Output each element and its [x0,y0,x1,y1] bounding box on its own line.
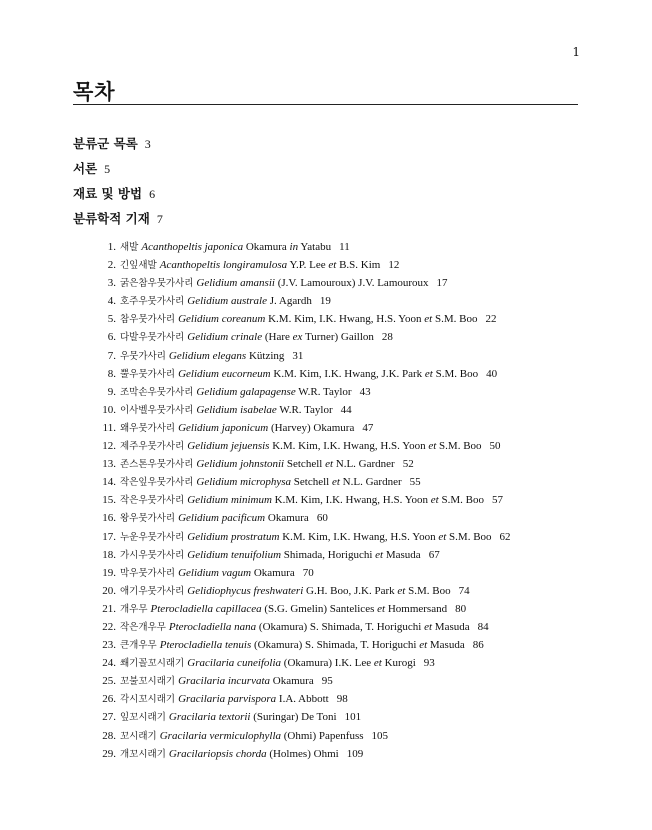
author-text-end: Yatabu [298,241,332,253]
entry-number: 23. [102,639,116,652]
author-text: Y.P. Lee [287,259,329,272]
entry-page: 50 [489,440,501,453]
korean-name: 조막손우뭇가사리 [120,386,194,398]
toc-entry[interactable] [92,421,511,439]
section-list [73,134,163,234]
korean-name: 뿔우뭇가사리 [120,368,176,380]
entry-page: 31 [292,349,304,362]
entry-number: 29. [102,747,116,760]
author-connector: et [419,639,428,652]
scientific-name: Gelidium japonicum [178,421,269,434]
entry-number: 16. [102,512,116,525]
toc-entry[interactable] [92,439,511,457]
author-text: Shimada, Horiguchi [281,548,376,561]
author-text-end: N.L. Gardner [333,458,395,471]
author-text: (Holmes) Ohmi [266,747,339,760]
section-page: 5 [104,162,111,176]
entry-page: 11 [339,241,350,253]
entry-number: 5. [107,313,116,326]
entry-number: 25. [102,675,116,688]
entry-number: 6. [107,331,116,344]
entry-page: 40 [486,367,498,380]
toc-entry[interactable] [92,349,511,367]
section-title: 분류학적 기재 [73,211,150,226]
section-page: 3 [144,137,151,151]
toc-entry[interactable] [92,258,511,276]
entry-number: 17. [102,530,116,543]
page-number: 1 [572,45,580,59]
korean-name: 작은개우무 [120,621,166,633]
entry-page: 52 [402,458,414,471]
entry-page: 28 [381,331,393,344]
scientific-name: Gelidium crinale [187,331,263,344]
korean-name: 가시우뭇가사리 [120,549,185,561]
toc-entry[interactable] [92,276,511,294]
korean-name: 참우뭇가사리 [120,314,176,326]
scientific-name: Gelidium minimum [187,494,272,507]
entry-number: 22. [102,620,116,633]
author-text: Kützing [246,349,285,362]
entry-page: 105 [371,729,389,742]
author-text: (S.G. Gmelin) Santelices [261,602,378,615]
entry-number: 21. [102,602,116,615]
scientific-name: Gracilaria incurvata [178,675,271,688]
author-connector: et [424,313,433,326]
scientific-name: Acanthopeltis japonica [141,241,244,253]
scientific-name: Gelidium isabelae [196,403,277,416]
author-text-end: Masuda [383,548,421,561]
entry-number: 27. [102,711,116,724]
section-page: 6 [149,187,156,201]
korean-name: 왕우뭇가사리 [120,513,176,525]
korean-name: 새발 [120,242,139,253]
author-text-end: Masuda [427,639,465,652]
entry-number: 4. [107,295,116,308]
scientific-name: Gelidium tenuifolium [187,548,282,561]
entry-page: 55 [409,476,421,489]
entry-page: 43 [359,385,371,398]
korean-name: 큰개우무 [120,640,157,652]
species-list [92,240,511,765]
author-text-end: N.L. Gardner [339,476,402,489]
author-text-end: S.M. Boo [438,494,484,507]
korean-name: 누운우뭇가사리 [120,531,185,543]
author-text: (Harvey) Okamura [268,421,355,434]
author-text: Okamura [243,241,290,253]
scientific-name: Gelidiophycus freshwateri [187,584,304,597]
author-text-end: Turner) Gaillon [302,331,374,344]
korean-name: 존스톤우뭇가사리 [120,459,194,471]
author-text: K.M. Kim, I.K. Hwang, H.S. Yoon [271,494,431,507]
author-text: Okamura [265,512,309,525]
author-text: (Suringar) De Toni [250,711,337,724]
author-text-end: Hommersand [385,602,448,615]
toc-section[interactable] [73,159,163,184]
author-text: K.M. Kim, I.K. Hwang, H.S. Yoon [279,530,439,543]
toc-section[interactable] [73,184,163,209]
author-connector: et [424,367,433,380]
toc-entry[interactable] [92,620,511,638]
entry-number: 7. [107,349,116,362]
korean-name: 애기우뭇가사리 [120,585,185,597]
toc-entry[interactable] [92,385,511,403]
entry-page: 57 [492,494,503,507]
toc-entry[interactable] [92,475,511,493]
author-text: G.H. Boo, J.K. Park [303,584,398,597]
scientific-name: Gracilaria cuneifolia [187,657,282,670]
toc-entry[interactable] [92,747,511,765]
entry-number: 10. [102,403,116,416]
entry-page: 19 [319,295,331,308]
entry-number: 12. [102,440,116,453]
section-title: 서론 [73,161,98,176]
entry-number: 8. [107,367,116,380]
entry-number: 11. [102,421,116,434]
entry-number: 24. [102,657,116,670]
author-text: (J.V. Lamouroux) J.V. Lamouroux [274,277,429,290]
entry-page: 67 [428,548,440,561]
korean-name: 긴잎새발 [120,260,157,272]
author-text: J. Agardh [267,295,312,308]
toc-entry[interactable] [92,240,511,258]
toc-entry[interactable] [92,403,511,421]
section-title: 재료 및 방법 [73,186,143,201]
korean-name: 각시꼬시래기 [120,694,176,706]
toc-entry[interactable] [92,530,511,548]
author-text: K.M. Kim, I.K. Hwang, J.K. Park [270,367,425,380]
toc-entry[interactable] [92,638,511,656]
author-text-end: S.M. Boo [405,584,451,597]
author-connector: et [328,259,337,272]
toc-entry[interactable] [92,457,511,475]
page-title: 목차 [73,80,116,104]
author-text-end: Kurogi [381,657,416,670]
entry-number: 18. [102,548,116,561]
scientific-name: Gelidium prostratum [187,530,280,543]
scientific-name: Gelidium elegans [168,349,247,362]
author-text: I.A. Abbott [276,693,329,706]
author-text: Setchell [291,476,332,489]
korean-name: 쐐기꼴꼬시래기 [120,658,185,670]
korean-name: 호주우뭇가사리 [120,296,185,308]
author-connector: et [438,530,447,543]
entry-number: 3. [107,277,116,290]
korean-name: 개우무 [120,603,148,615]
korean-name: 작은잎우뭇가사리 [120,477,194,489]
toc-entry[interactable] [92,367,511,385]
scientific-name: Acanthopeltis longiramulosa [159,259,288,272]
toc-entry[interactable] [92,548,511,566]
scientific-name: Gracilaria vermiculophylla [159,729,282,742]
entry-page: 95 [321,675,333,688]
toc-entry[interactable] [92,602,511,620]
author-text-end: S.M. Boo [432,313,478,326]
korean-name: 작은우뭇가사리 [120,495,185,507]
author-text: Okamura [270,675,314,688]
scientific-name: Pterocladiella nana [168,620,257,633]
author-connector: et [430,494,439,507]
entry-page: 101 [344,711,362,724]
scientific-name: Gelidium pacificum [178,512,266,525]
entry-page: 47 [362,421,374,434]
entry-number: 13. [102,458,116,471]
entry-page: 62 [499,530,511,543]
author-connector: et [377,602,386,615]
author-text-end: S.M. Boo [432,367,479,380]
author-connector: ex [292,331,303,344]
toc-entry[interactable] [92,692,511,710]
entry-number: 15. [102,494,116,507]
toc-entry[interactable] [92,312,511,330]
entry-page: 93 [423,657,435,670]
toc-entry[interactable] [92,511,511,529]
toc-entry[interactable] [92,729,511,747]
toc-entry[interactable] [92,294,511,312]
author-connector: et [373,657,382,670]
scientific-name: Gelidium eucorneum [178,367,271,380]
author-text-end: B.S. Kim [336,259,381,272]
author-text: (Okamura) I.K. Lee [281,657,374,670]
korean-name: 이사벨우뭇가사리 [120,404,194,416]
entry-page: 44 [340,403,352,416]
scientific-name: Gracilaria parvispora [178,693,277,706]
toc-entry[interactable] [92,493,511,511]
author-connector: et [428,440,437,453]
scientific-name: Gelidium jejuensis [187,440,270,453]
entry-page: 98 [336,693,348,706]
author-connector: in [289,241,299,253]
entry-page: 74 [458,584,470,597]
toc-entry[interactable] [92,584,511,602]
section-page: 7 [156,212,163,226]
entry-number: 26. [102,693,116,706]
entry-number: 19. [102,566,116,579]
korean-name: 굵은참우뭇가사리 [120,278,194,290]
korean-name: 막우뭇가사리 [120,567,176,579]
korean-name: 잎꼬시래기 [120,712,166,724]
korean-name: 우뭇가사리 [120,350,166,362]
toc-entry[interactable] [92,566,511,584]
entry-number: 2. [107,259,116,272]
toc-entry[interactable] [92,656,511,674]
korean-name: 꼬불꼬시래기 [120,676,176,688]
author-text-end: S.M. Boo [446,530,492,543]
entry-page: 70 [302,566,314,579]
author-connector: et [397,584,406,597]
author-connector: et [331,476,340,489]
entry-page: 17 [436,277,448,290]
author-text: W.R. Taylor [295,385,352,398]
toc-section[interactable] [73,134,163,159]
scientific-name: Gelidium microphysa [196,476,292,489]
scientific-name: Gracilaria textorii [168,711,251,724]
author-connector: et [375,548,384,561]
toc-section[interactable] [73,209,163,234]
scientific-name: Gelidium galapagense [196,385,296,398]
author-connector: et [424,620,433,633]
title-divider [73,104,578,105]
scientific-name: Gracilariopsis chorda [168,747,267,760]
entry-page: 60 [316,512,328,525]
author-text: K.M. Kim, I.K. Hwang, H.S. Yoon [265,313,425,326]
author-text-end: S.M. Boo [436,440,482,453]
author-text: Setchell [284,458,326,471]
korean-name: 왜우뭇가사리 [120,422,176,434]
author-text-end: Masuda [432,620,470,633]
entry-page: 109 [346,747,364,760]
author-connector: et [325,458,334,471]
korean-name: 꼬시래기 [120,730,157,742]
entry-page: 12 [388,259,400,272]
toc-entry[interactable] [92,674,511,692]
author-text: K.M. Kim, I.K. Hwang, H.S. Yoon [269,440,429,453]
scientific-name: Gelidium amansii [196,277,275,290]
entry-number: 28. [102,729,116,742]
toc-entry[interactable] [92,330,511,348]
author-text: (Okamura) S. Shimada, T. Horiguchi [251,639,420,652]
scientific-name: Gelidium vagum [178,566,252,579]
toc-entry[interactable] [92,710,511,728]
author-text: Okamura [251,566,295,579]
korean-name: 다발우뭇가사리 [120,332,185,344]
scientific-name: Pterocladiella capillacea [150,602,262,615]
scientific-name: Gelidium coreanum [178,313,266,326]
korean-name: 개꼬시래기 [120,748,166,760]
author-text: (Hare [262,331,293,344]
scientific-name: Gelidium johnstonii [196,458,285,471]
author-text: (Ohmi) Papenfuss [281,729,364,742]
section-title: 분류군 목록 [73,136,138,151]
scientific-name: Pterocladiella tenuis [159,639,252,652]
entry-number: 14. [102,476,116,489]
author-text: W.R. Taylor [276,403,333,416]
scientific-name: Gelidium australe [187,295,267,308]
entry-page: 22 [485,313,497,326]
entry-page: 84 [477,620,489,633]
entry-number: 9. [107,385,116,398]
entry-page: 80 [455,602,467,615]
entry-page: 86 [472,639,484,652]
entry-number: 1. [107,241,116,253]
author-text: (Okamura) S. Shimada, T. Horiguchi [256,620,425,633]
entry-number: 20. [102,584,116,597]
korean-name: 제주우뭇가사리 [120,441,185,453]
